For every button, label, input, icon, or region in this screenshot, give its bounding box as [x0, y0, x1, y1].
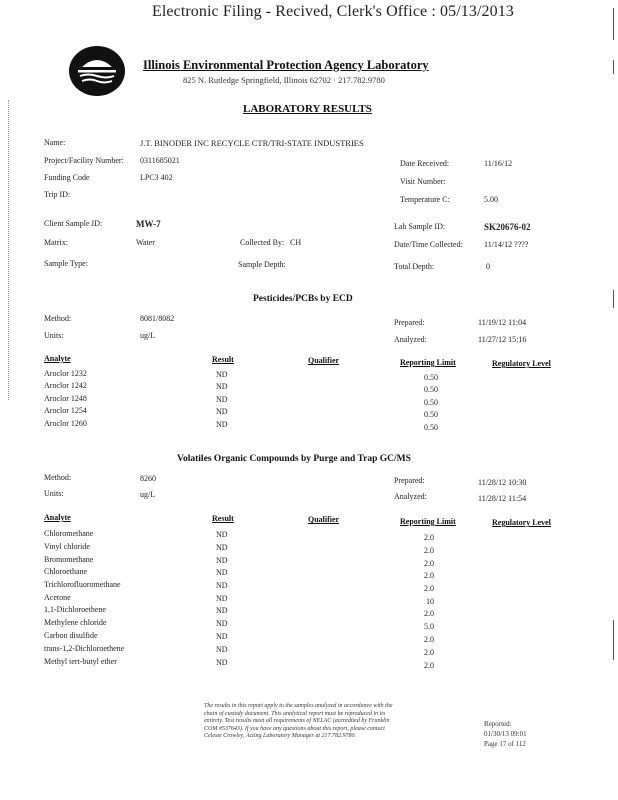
datetime-label: Date/Time Collected: — [394, 240, 463, 249]
name-label: Name: — [44, 138, 66, 147]
table-row-analyte: Aroclor 1242 — [44, 381, 87, 390]
sample-type-label: Sample Type: — [44, 259, 88, 268]
footer-note-line: Celeste Crowley, Acting Laboratory Manager at 217.782.9780. — [204, 733, 356, 739]
lab-address: 825 N. Rutledge Springfield, Illinois 62702 · 217.782.9780 — [183, 75, 385, 85]
scan-edge-line — [613, 620, 614, 660]
total-depth-label: Total Depth: — [394, 262, 435, 271]
table-row-result: ND — [216, 530, 228, 539]
table-row-limit: 2.0 — [424, 648, 434, 657]
section2-method-value: 8260 — [140, 474, 156, 483]
table-row-result: ND — [216, 645, 228, 654]
footer-note-line: COM #537643). If you have any questions about this report, please contact — [204, 725, 385, 732]
section1-method-value: 8081/8082 — [140, 314, 175, 323]
table-row-limit: 0.50 — [424, 385, 438, 394]
table-row-analyte: Aroclor 1254 — [44, 406, 87, 415]
total-depth-value: 0 — [486, 262, 490, 271]
section1-col-result: Result — [212, 355, 234, 364]
table-row-limit: 5.0 — [424, 622, 434, 631]
table-row-limit: 2.0 — [424, 584, 434, 593]
funding-label: Funding Code — [44, 173, 90, 182]
iepa-seal-icon — [68, 45, 126, 97]
scan-edge-line — [613, 8, 614, 40]
table-row-result: ND — [216, 556, 228, 565]
section2-analyzed-label: Analyzed: — [394, 492, 427, 501]
client-sample-value: MW-7 — [136, 219, 161, 229]
table-row-limit: 0.50 — [424, 423, 438, 432]
trip-label: Trip ID: — [44, 190, 71, 199]
table-row-limit: 2.0 — [424, 609, 434, 618]
table-row-limit: 2.0 — [424, 533, 434, 542]
table-row-result: ND — [216, 568, 228, 577]
table-row-result: ND — [216, 407, 228, 416]
datetime-value: 11/14/12 ???? — [484, 240, 529, 249]
report-info — [484, 719, 527, 749]
lab-sample-label: Lab Sample ID: — [394, 222, 446, 231]
section2-col-qualifier: Qualifier — [308, 515, 340, 524]
table-row-analyte: Aroclor 1232 — [44, 369, 87, 378]
scan-left-edge — [8, 100, 10, 400]
scan-edge-line — [613, 290, 614, 308]
table-row-analyte: Vinyl chloride — [44, 542, 90, 551]
reported-label: Reported: — [484, 720, 512, 728]
table-row-analyte: Acetone — [44, 593, 71, 602]
footer-note-line: The results in this report apply to the samples analyzed in accordance with the — [204, 703, 393, 709]
collected-by-label: Collected By: — [240, 238, 285, 247]
matrix-value: Water — [136, 238, 155, 247]
name-value: J.T. BINODER INC RECYCLE CTR/TRI-STATE INDUSTRIES — [140, 138, 364, 148]
section1-analyzed-value: 11/27/12 15:16 — [478, 335, 527, 344]
filing-header: Electronic Filing - Recived, Clerk's Office : 05/13/2013 — [152, 3, 514, 20]
table-row-analyte: Bromomethane — [44, 555, 94, 564]
table-row-analyte: Trichlorofluoromethane — [44, 580, 121, 589]
reported-value: 01/30/13 09:01 — [484, 730, 527, 738]
table-row-limit: 0.50 — [424, 410, 438, 419]
table-row-analyte: Chloroethane — [44, 567, 88, 576]
table-row-result: ND — [216, 594, 228, 603]
page-number: Page 17 of 112 — [484, 740, 526, 748]
section2-method-label: Method: — [44, 473, 72, 482]
date-received-label: Date Received: — [400, 159, 450, 168]
visit-label: Visit Number: — [400, 177, 446, 186]
section2-analyzed-value: 11/28/12 11:54 — [478, 494, 527, 503]
section2-prepared-value: 11/28/12 10:30 — [478, 478, 527, 487]
table-row-result: ND — [216, 619, 228, 628]
iepa-logo — [68, 45, 126, 97]
table-row-limit: 2.0 — [424, 546, 434, 555]
table-row-result: ND — [216, 420, 228, 429]
section1-analyzed-label: Analyzed: — [394, 335, 427, 344]
section2-col-result: Result — [212, 514, 234, 523]
footer-note — [204, 703, 392, 741]
client-sample-label: Client Sample ID: — [44, 219, 103, 228]
table-row-result: ND — [216, 395, 228, 404]
page-title: LABORATORY RESULTS — [243, 103, 372, 115]
section2-col-regulatory: Regulatory Level — [492, 518, 551, 527]
table-row-result: ND — [216, 370, 228, 379]
table-row-analyte: trans-1,2-Dichloroethene — [44, 644, 125, 653]
table-row-analyte: Methylene chloride — [44, 618, 107, 627]
table-row-limit: 2.0 — [424, 635, 434, 644]
section2-units-value: ug/L — [140, 490, 156, 499]
table-row-result: ND — [216, 606, 228, 615]
table-row-analyte: Methyl tert-butyl ether — [44, 657, 117, 666]
table-row-result: ND — [216, 632, 228, 641]
table-row-result: ND — [216, 543, 228, 552]
matrix-label: Matrix: — [44, 238, 68, 247]
section1-prepared-label: Prepared: — [394, 318, 425, 327]
table-row-limit: 2.0 — [424, 559, 434, 568]
funding-value: LPC3 402 — [140, 173, 173, 182]
section1-units-value: ug/L — [140, 331, 156, 340]
section1-col-qualifier: Qualifier — [308, 356, 340, 365]
project-label: Project/Facility Number: — [44, 156, 124, 165]
temp-value: 5.00 — [484, 195, 498, 204]
collected-by-value: CH — [290, 238, 302, 247]
table-row-result: ND — [216, 382, 228, 391]
section2-prepared-label: Prepared: — [394, 476, 425, 485]
table-row-limit: 10 — [426, 597, 434, 606]
table-row-analyte: Aroclor 1260 — [44, 419, 87, 428]
table-row-result: ND — [216, 658, 228, 667]
section1-col-analyte: Analyte — [44, 354, 71, 363]
section2-col-limit: Reporting Limit — [400, 517, 456, 526]
temp-label: Temperature C: — [400, 195, 450, 204]
section1-prepared-value: 11/19/12 11:04 — [478, 318, 527, 327]
table-row-analyte: Aroclor 1248 — [44, 394, 87, 403]
table-row-analyte: 1,1-Dichloroethene — [44, 605, 106, 614]
footer-note-line: entirety. Test results meet all requirements of NELAC (accredited by Franklin — [204, 718, 390, 724]
table-row-analyte: Chloromethane — [44, 529, 94, 538]
section2-col-analyte: Analyte — [44, 513, 71, 522]
table-row-limit: 0.50 — [424, 398, 438, 407]
table-row-analyte: Carbon disulfide — [44, 631, 98, 640]
section1-col-regulatory: Regulatory Level — [492, 359, 551, 368]
footer-note-line: chain of custody document. This analytical report must be reproduced in its — [204, 710, 386, 717]
date-received-value: 11/16/12 — [484, 159, 513, 168]
section1-method-label: Method: — [44, 314, 72, 323]
table-row-limit: 2.0 — [424, 661, 434, 670]
section2-units-label: Units: — [44, 489, 64, 498]
sample-depth-label: Sample Depth: — [238, 260, 286, 269]
section2-title: Volatiles Organic Compounds by Purge and Trap GC/MS — [177, 454, 411, 464]
section1-col-limit: Reporting Limit — [400, 358, 456, 367]
lab-name: Illinois Environmental Protection Agency Laboratory — [143, 58, 429, 72]
section1-units-label: Units: — [44, 331, 64, 340]
scan-edge-line — [613, 60, 614, 74]
table-row-limit: 0.50 — [424, 373, 438, 382]
section1-title: Pesticides/PCBs by ECD — [253, 294, 353, 304]
lab-sample-value: SK20676-02 — [484, 222, 531, 232]
table-row-result: ND — [216, 581, 228, 590]
table-row-limit: 2.0 — [424, 571, 434, 580]
project-value: 0311685021 — [140, 156, 180, 165]
